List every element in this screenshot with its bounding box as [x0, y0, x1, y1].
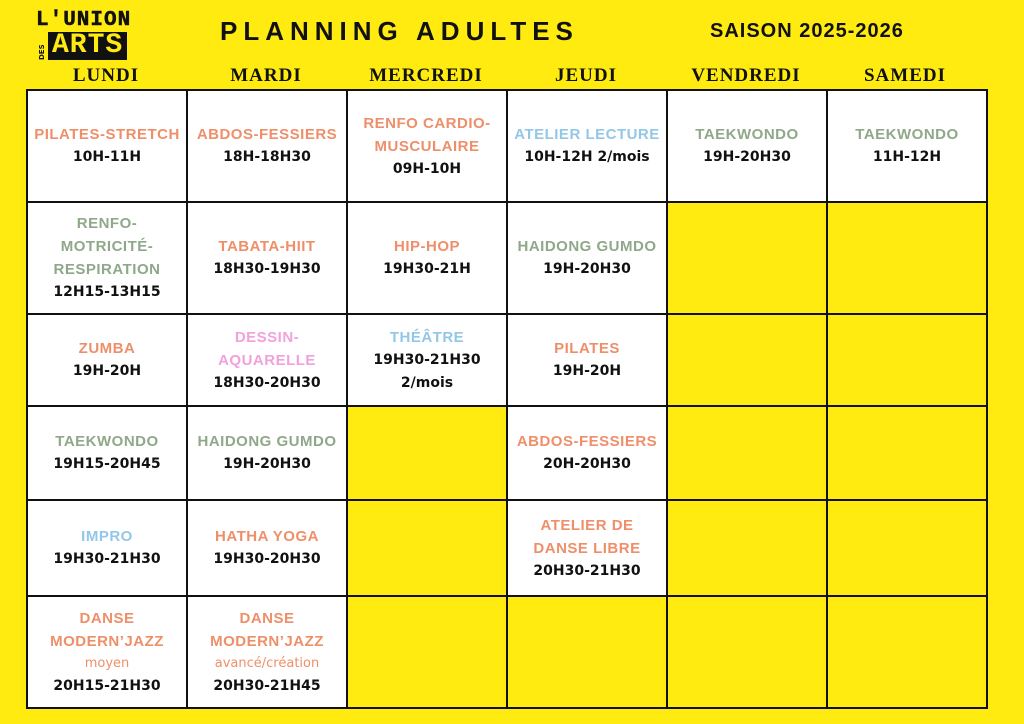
schedule-cell [508, 315, 668, 407]
empty-cell [828, 203, 986, 315]
activity-name: ATELIER DE DANSE LIBRE [533, 516, 641, 557]
club-logo [36, 10, 160, 64]
activity-name: TABATA-HIIT [218, 238, 316, 255]
schedule-cell [188, 91, 348, 203]
empty-cell [348, 501, 508, 597]
empty-cell [828, 597, 986, 707]
schedule-cell [348, 203, 508, 315]
schedule-cell [188, 501, 348, 597]
activity-time: 20H30-21H30 [533, 562, 641, 579]
page-title: PLANNING ADULTES [220, 16, 579, 46]
season-label: SAISON 2025-2026 [710, 20, 904, 42]
empty-cell [668, 501, 828, 597]
activity-name: PILATES [554, 340, 620, 357]
activity-name: HAIDONG GUMDO [517, 238, 657, 255]
empty-cell [508, 597, 668, 707]
schedule-cell [508, 203, 668, 315]
activity-name: HAIDONG GUMDO [197, 433, 337, 450]
schedule-cell [508, 91, 668, 203]
schedule-cell [188, 407, 348, 501]
day-header-mercredi: MERCREDI [369, 65, 483, 86]
logo-des-text: DES [38, 44, 46, 60]
schedule-cell [28, 597, 188, 707]
schedule-cell [508, 407, 668, 501]
activity-time: 19H30-21H [383, 261, 471, 277]
schedule-cell [668, 91, 828, 203]
day-header-samedi: SAMEDI [863, 65, 946, 86]
schedule-grid [26, 89, 988, 709]
activity-name: DANSE MODERN’JAZZ [50, 609, 164, 650]
activity-time: 19H30-21H30 2/mois [373, 351, 481, 391]
schedule-cell [508, 501, 668, 597]
empty-cell [348, 597, 508, 707]
day-header-lundi: LUNDI [72, 65, 140, 86]
activity-name: PILATES-STRETCH [34, 126, 180, 143]
activity-name: ABDOS-FESSIERS [516, 433, 658, 450]
empty-cell [828, 315, 986, 407]
empty-cell [668, 203, 828, 315]
empty-cell [668, 407, 828, 501]
activity-time: 20H30-21H45 [213, 677, 321, 694]
activity-time: 12H15-13H15 [53, 284, 161, 300]
schedule-cell [348, 91, 508, 203]
activity-time: 11H-12H [872, 149, 942, 165]
schedule-cell [188, 203, 348, 315]
empty-cell [828, 501, 986, 597]
activity-time: 20H-20H30 [543, 456, 631, 472]
activity-time: 10H-12H 2/mois [524, 149, 650, 165]
activity-name: HATHA YOGA [215, 528, 319, 545]
schedule-cell [28, 91, 188, 203]
day-header-jeudi: JEUDI [554, 65, 617, 86]
empty-cell [668, 315, 828, 407]
activity-time: 19H30-21H30 [53, 551, 161, 567]
activity-name: TAEKWONDO [855, 126, 959, 143]
activity-time: 18H-18H30 [223, 149, 311, 165]
schedule-cell [28, 203, 188, 315]
activity-name: DANSE MODERN’JAZZ [210, 609, 324, 650]
activity-name: RENFO CARDIO-MUSCULAIRE [363, 114, 491, 155]
schedule-cell [348, 315, 508, 407]
activity-time: 20H15-21H30 [53, 677, 161, 694]
schedule-cell [828, 91, 986, 203]
activity-name: HIP-HOP [393, 238, 460, 255]
activity-name: TAEKWONDO [695, 126, 799, 143]
activity-name: ATELIER LECTURE [514, 126, 660, 143]
activity-level: avancé/création [214, 655, 320, 671]
logo-arts-text: ARTS [48, 32, 127, 60]
activity-time: 19H-20H30 [703, 149, 791, 165]
schedule-cell [28, 315, 188, 407]
activity-time: 19H15-20H45 [53, 456, 161, 472]
activity-level: moyen [84, 655, 130, 671]
activity-time: 19H-20H30 [223, 456, 311, 472]
schedule-cell [28, 501, 188, 597]
activity-name: IMPRO [81, 528, 133, 545]
schedule-cell [188, 315, 348, 407]
schedule-cell [28, 407, 188, 501]
empty-cell [668, 597, 828, 707]
activity-name: THÉÂTRE [389, 328, 465, 346]
schedule-cell [188, 597, 348, 707]
activity-time: 19H-20H [552, 363, 622, 379]
activity-time: 18H30-20H30 [213, 374, 321, 391]
activity-name: RENFO-MOTRICITÉ-RESPIRATION [53, 215, 161, 278]
activity-name: ABDOS-FESSIERS [196, 126, 338, 143]
activity-name: ZUMBA [78, 340, 136, 357]
day-header-mardi: MARDI [230, 65, 302, 86]
logo-top-text: L'UNION [36, 9, 132, 32]
activity-name: TAEKWONDO [55, 433, 159, 450]
activity-time: 10H-11H [72, 149, 142, 165]
activity-time: 09H-10H [392, 160, 462, 177]
activity-name: DESSIN-AQUARELLE [218, 328, 316, 369]
activity-time: 19H30-20H30 [213, 551, 321, 567]
activity-time: 19H-20H [72, 363, 142, 379]
day-header-vendredi: VENDREDI [691, 65, 801, 86]
activity-time: 19H-20H30 [543, 261, 631, 277]
empty-cell [348, 407, 508, 501]
activity-time: 18H30-19H30 [213, 261, 321, 277]
empty-cell [828, 407, 986, 501]
